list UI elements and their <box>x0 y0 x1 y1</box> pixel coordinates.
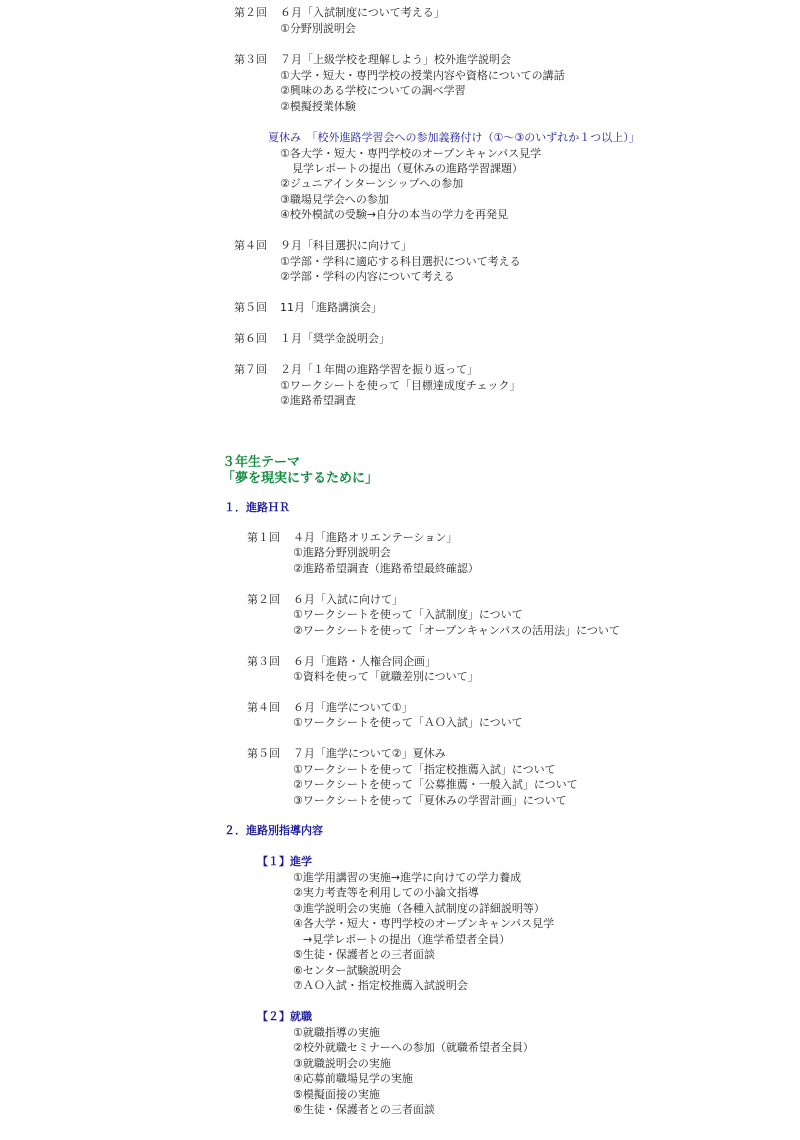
g2-session-2-label: 第２回 <box>234 6 267 19</box>
g2-session-2-title: ６月「入試制度について考える」 <box>280 6 445 19</box>
g3-session-2-label: 第２回 <box>247 593 280 606</box>
g2-session-3-item: ①大学・短大・専門学校の授業内容や資格についての講話 <box>280 69 565 82</box>
g3-session-3-label: 第３回 <box>247 655 280 668</box>
g3-session-1-label: 第１回 <box>247 531 280 544</box>
g3-sub-advancement-item: ③進学説明会の実施（各種入試制度の詳細説明等） <box>293 902 545 915</box>
g3-session-2-title: ６月「入試に向けて」 <box>293 593 403 606</box>
g3-sub-advancement-item: ④各大学・短大・専門学校のオープンキャンパス見学 <box>293 917 555 930</box>
g2-session-4-title: ９月「科目選択に向けて」 <box>280 239 412 252</box>
g3-session-5-item: ①ワークシートを使って「指定校推薦入試」について <box>293 763 556 776</box>
g2-summer-item: 見学レポートの提出（夏休みの進路学習課題） <box>292 162 523 175</box>
g3-sub-advancement-item: ⑦ＡＯ入試・指定校推薦入試説明会 <box>293 979 468 992</box>
g2-session-7-item: ①ワークシートを使って「目標達成度チェック」 <box>280 379 521 392</box>
g3-session-5-item: ③ワークシートを使って「夏休みの学習計画」について <box>293 794 567 807</box>
g3-session-3-item: ①資料を使って「就職差別について」 <box>293 670 479 683</box>
g2-session-5-title: 11月「進路講演会」 <box>280 301 382 314</box>
g3-session-1-item: ①進路分野別説明会 <box>293 546 391 559</box>
g3-sub-employment-item: ⑤模擬面接の実施 <box>293 1088 380 1101</box>
g3-sub-employment-item: ②校外就職セミナーへの参加（就職希望者全員） <box>293 1041 534 1054</box>
g2-session-7-label: 第７回 <box>234 363 267 376</box>
g3-sub-advancement-item: ⑥センター試験説明会 <box>293 964 402 977</box>
g3-session-4-label: 第４回 <box>247 701 280 714</box>
g2-summer-item: ②ジュニアインターンシップへの参加 <box>280 177 464 190</box>
g3-section-career-hr: １．進路ＨＲ <box>224 501 290 514</box>
g2-session-7-item: ②進路希望調査 <box>280 394 356 407</box>
g2-summer-item: ④校外模試の受験→自分の本当の学力を再発見 <box>280 208 509 221</box>
g3-sub-employment-title: 【２】就職 <box>257 1010 312 1023</box>
g3-session-5-title: ７月「進学について②」夏休み <box>293 747 446 760</box>
g2-session-3-item: ②興味のある学校についての調べ学習 <box>280 84 466 97</box>
g3-session-5-label: 第５回 <box>247 747 280 760</box>
g2-session-2-item: ①分野別説明会 <box>280 22 356 35</box>
g2-session-4-item: ②学部・学科の内容について考える <box>280 270 455 283</box>
g3-session-2-item: ①ワークシートを使って「入試制度」について <box>293 608 523 621</box>
g3-theme-heading: ３年生テーマ <box>222 455 301 470</box>
g2-session-7-title: ２月「１年間の進路学習を振り返って」 <box>280 363 478 376</box>
g3-sub-employment-item: ①就職指導の実施 <box>293 1026 380 1039</box>
g3-sub-employment-item: ⑥生徒・保護者との三者面談 <box>293 1103 435 1116</box>
g3-session-1-item: ②進路希望調査（進路希望最終確認） <box>293 562 479 575</box>
g3-sub-advancement-item: ①進学用講習の実施→進学に向けての学力養成 <box>293 871 522 884</box>
g3-session-4-item: ①ワークシートを使って「ＡＯ入試」について <box>293 716 523 729</box>
g3-session-4-title: ６月「進学について①」 <box>293 701 413 714</box>
g2-session-3-label: 第３回 <box>234 53 267 66</box>
g2-session-6-label: 第６回 <box>234 332 267 345</box>
g2-summer-item: ①各大学・短大・専門学校のオープンキャンパス見学 <box>280 147 542 160</box>
g3-sub-advancement-item: →見学レポートの提出（進学希望者全員） <box>303 933 511 946</box>
g3-theme-title: 「夢を現実にするために」 <box>222 471 379 486</box>
g3-sub-advancement-item: ⑤生徒・保護者との三者面談 <box>293 948 435 961</box>
g2-session-6-title: １月「奨学金説明会」 <box>280 332 390 345</box>
g3-section-guidance: ２．進路別指導内容 <box>224 824 323 837</box>
g3-sub-advancement-title: 【１】進学 <box>257 855 312 868</box>
g3-sub-advancement-item: ②実力考査等を利用しての小論文指導 <box>293 886 479 899</box>
g3-session-3-title: ６月「進路・人権合同企画」 <box>293 655 436 668</box>
g3-sub-employment-item: ③就職説明会の実施 <box>293 1057 391 1070</box>
g2-summer-item: ③職場見学会への参加 <box>280 193 389 206</box>
g3-session-2-item: ②ワークシートを使って「オープンキャンパスの活用法」について <box>293 624 620 637</box>
g2-session-4-label: 第４回 <box>234 239 267 252</box>
g3-session-1-title: ４月「進路オリエンテーション」 <box>293 531 458 544</box>
g2-session-3-title: ７月「上級学校を理解しよう」校外進学説明会 <box>280 53 511 66</box>
g2-session-4-item: ①学部・学科に適応する科目選択について考える <box>280 255 521 268</box>
g3-session-5-item: ②ワークシートを使って「公募推薦・一般入試」について <box>293 778 578 791</box>
g2-session-5-label: 第５回 <box>234 301 267 314</box>
g2-summer-title: 夏休み 「校外進路学習会への参加義務付け（①〜③のいずれか１つ以上）」 <box>268 131 640 144</box>
g3-sub-employment-item: ④応募前職場見学の実施 <box>293 1072 413 1085</box>
g2-session-3-item: ②模擬授業体験 <box>280 100 356 113</box>
